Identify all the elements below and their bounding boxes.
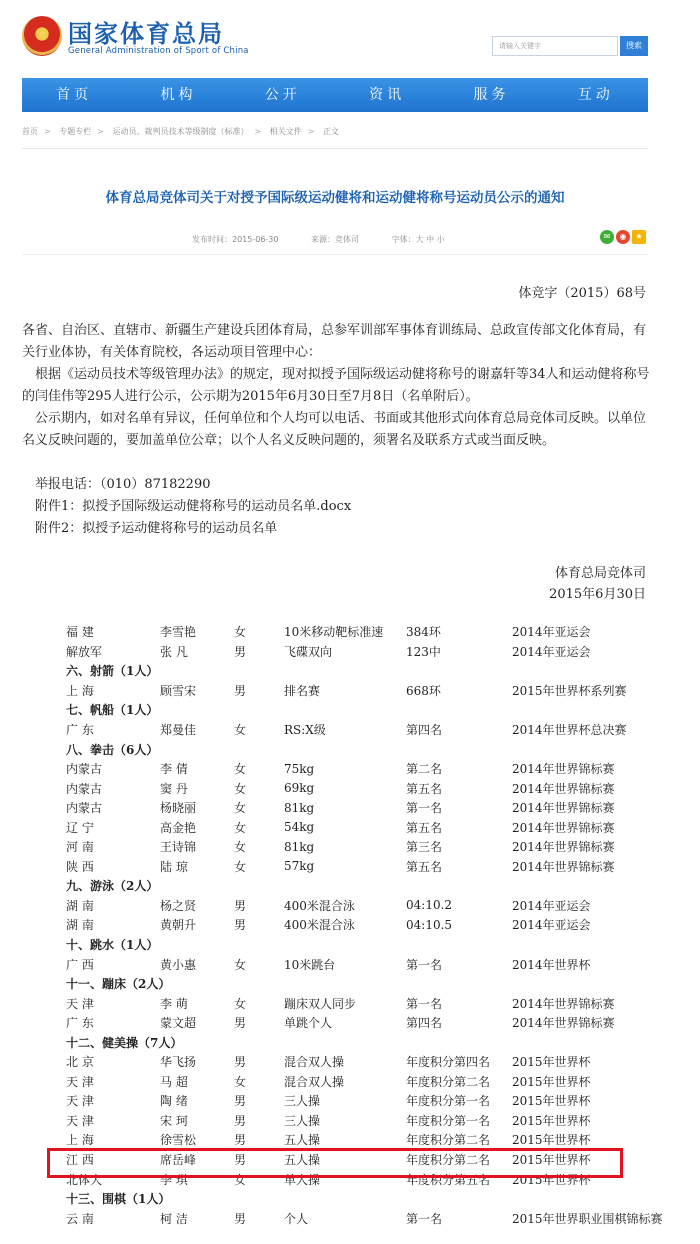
result-cell: 第一名 bbox=[406, 801, 443, 816]
divider bbox=[22, 254, 648, 255]
breadcrumb-standards[interactable]: 运动员、裁判员技术等级制度（标准） bbox=[112, 127, 249, 136]
event-cell: 排名赛 bbox=[284, 683, 321, 698]
table-row bbox=[66, 1013, 672, 1033]
athlete-name-cell: 张 凡 bbox=[160, 644, 188, 659]
unit-cell: 广 东 bbox=[66, 1016, 94, 1031]
competition-cell: 2015年世界职业围棋锦标赛 bbox=[512, 1211, 663, 1226]
athlete-roster-table bbox=[66, 622, 672, 1228]
event-cell: 单人操 bbox=[284, 1172, 321, 1187]
athlete-name-cell: 窦 丹 bbox=[160, 781, 188, 796]
font-size-switcher[interactable]: 字体：大 中 小 bbox=[391, 235, 445, 244]
event-cell: 混合双人操 bbox=[284, 1055, 345, 1070]
athlete-name-cell: 柯 洁 bbox=[160, 1211, 188, 1226]
competition-cell: 2015年世界杯 bbox=[512, 1133, 591, 1148]
table-section-header bbox=[66, 739, 672, 759]
competition-cell: 2015年世界杯 bbox=[512, 1113, 591, 1128]
athlete-name-cell: 陶 绪 bbox=[160, 1094, 188, 1109]
competition-cell: 2014年世界锦标赛 bbox=[512, 820, 615, 835]
result-cell: 第三名 bbox=[406, 840, 443, 855]
competition-cell: 2014年世界锦标赛 bbox=[512, 762, 615, 777]
table-row bbox=[66, 1091, 672, 1111]
table-section-header bbox=[66, 974, 672, 994]
table-row bbox=[66, 720, 672, 740]
unit-cell: 上 海 bbox=[66, 1133, 94, 1148]
divider bbox=[22, 148, 648, 149]
unit-cell: 北 京 bbox=[66, 1055, 94, 1070]
competition-cell: 2014年世界锦标赛 bbox=[512, 781, 615, 796]
gender-cell: 男 bbox=[234, 1113, 247, 1128]
event-cell: 三人操 bbox=[284, 1113, 321, 1128]
section-title: 八、拳击（6人） bbox=[66, 742, 159, 757]
table-row bbox=[66, 954, 672, 974]
gender-cell: 男 bbox=[234, 1016, 247, 1031]
gender-cell: 男 bbox=[234, 1055, 247, 1070]
breadcrumb: 首页 > 专题专栏 > 运动员、裁判员技术等级制度（标准） > 相关文件 > 正文 bbox=[22, 127, 339, 136]
gender-cell: 女 bbox=[234, 801, 247, 816]
competition-cell: 2015年世界杯 bbox=[512, 1153, 591, 1168]
breadcrumb-home[interactable]: 首页 bbox=[22, 127, 38, 136]
table-section-header bbox=[66, 700, 672, 720]
result-cell: 年度积分第二名 bbox=[406, 1153, 491, 1168]
section-title: 七、帆船（1人） bbox=[66, 703, 159, 718]
site-title[interactable]: 国家体育总局 bbox=[68, 19, 224, 48]
breadcrumb-related-docs[interactable]: 相关文件 bbox=[269, 127, 302, 136]
paragraph-basis: 根据《运动员技术等级管理办法》的规定，现对拟授予国际级运动健将称号的谢嘉轩等34人和运动健将称号的闫佳伟等295人进行公示，公示期为2015年6月30日至7月8日（名单附后）。 bbox=[22, 367, 650, 404]
unit-cell: 河 南 bbox=[66, 840, 94, 855]
result-cell: 123中 bbox=[406, 644, 441, 659]
table-row bbox=[66, 681, 672, 701]
competition-cell: 2015年世界杯 bbox=[512, 1074, 591, 1089]
event-cell: 81kg bbox=[284, 800, 315, 815]
unit-cell: 天 津 bbox=[66, 996, 94, 1011]
gender-cell: 男 bbox=[234, 1153, 247, 1168]
competition-cell: 2014年亚运会 bbox=[512, 644, 591, 659]
gender-cell: 男 bbox=[234, 918, 247, 933]
event-cell: 75kg bbox=[284, 761, 315, 776]
gender-cell: 女 bbox=[234, 859, 247, 874]
search-input[interactable]: 请输入关键字 bbox=[492, 36, 618, 56]
paragraph-addressees: 各省、自治区、直辖市、新疆生产建设兵团体育局，总参军训部军事体育训练局、总政宣传部文化体育局，有关行业体协，有关体育院校，各运动项目管理中心： bbox=[22, 323, 647, 360]
signature-date: 2015年6月30日 bbox=[549, 587, 646, 602]
athlete-name-cell: 郑曼佳 bbox=[160, 723, 197, 737]
event-cell: 57kg bbox=[284, 859, 315, 874]
search-button[interactable]: 搜索 bbox=[620, 36, 648, 56]
competition-cell: 2014年世界锦标赛 bbox=[512, 859, 615, 874]
result-cell: 年度积分第二名 bbox=[406, 1133, 491, 1148]
competition-cell: 2015年世界杯 bbox=[512, 1094, 591, 1109]
nav-home[interactable]: 首页 bbox=[56, 87, 93, 103]
gender-cell: 女 bbox=[234, 820, 247, 835]
athlete-name-cell: 徐雪松 bbox=[160, 1133, 197, 1148]
competition-cell: 2014年亚运会 bbox=[512, 625, 591, 640]
unit-cell: 内蒙古 bbox=[66, 781, 103, 796]
event-cell: 三人操 bbox=[284, 1094, 321, 1109]
event-cell: 54kg bbox=[284, 820, 315, 835]
attachment-1-link[interactable]: 附件1：拟授予国际级运动健将称号的运动员名单.docx bbox=[35, 499, 352, 514]
section-title: 十二、健美操（7人） bbox=[66, 1035, 183, 1050]
main-nav bbox=[22, 78, 648, 112]
table-row bbox=[66, 915, 672, 935]
table-row bbox=[66, 896, 672, 916]
athlete-name-cell: 李雪艳 bbox=[160, 625, 197, 640]
gender-cell: 女 bbox=[234, 1172, 247, 1187]
highlight-box bbox=[47, 1148, 623, 1178]
event-cell: 69kg bbox=[284, 781, 315, 796]
result-cell: 04:10.2 bbox=[406, 898, 453, 913]
athlete-name-cell: 李 琪 bbox=[160, 1172, 188, 1187]
document-number: 体竞字（2015）68号 bbox=[518, 286, 646, 301]
athlete-name-cell: 宋 珂 bbox=[160, 1113, 188, 1128]
weibo-icon[interactable]: ◉ bbox=[616, 230, 630, 244]
result-cell: 第一名 bbox=[406, 996, 443, 1011]
event-cell: 400米混合泳 bbox=[284, 898, 355, 913]
table-row bbox=[66, 622, 672, 642]
wechat-icon[interactable]: ✉ bbox=[600, 230, 614, 244]
nav-interaction[interactable]: 互动 bbox=[577, 87, 614, 103]
event-cell: 五人操 bbox=[284, 1133, 321, 1148]
event-cell: 五人操 bbox=[284, 1153, 321, 1168]
event-cell: 81kg bbox=[284, 839, 315, 854]
site-header bbox=[0, 0, 700, 78]
article-title: 体育总局竞体司关于对授予国际级运动健将和运动健将称号运动员公示的通知 bbox=[105, 190, 565, 206]
event-cell: 蹦床双人同步 bbox=[284, 996, 357, 1011]
section-title: 十三、围棋（1人） bbox=[66, 1192, 171, 1207]
result-cell: 年度积分第四名 bbox=[406, 1055, 491, 1070]
result-cell: 384环 bbox=[406, 625, 441, 640]
gender-cell: 男 bbox=[234, 644, 247, 659]
gender-cell: 女 bbox=[234, 781, 247, 796]
event-cell: 个人 bbox=[284, 1211, 309, 1226]
event-cell: 飞碟双向 bbox=[284, 644, 333, 659]
table-row bbox=[66, 642, 672, 662]
unit-cell: 江 西 bbox=[66, 1153, 94, 1168]
section-title: 六、射箭（1人） bbox=[66, 664, 159, 679]
site-subtitle: General Administration of Sport of China bbox=[68, 46, 249, 56]
gender-cell: 女 bbox=[234, 762, 247, 777]
unit-cell: 解放军 bbox=[66, 644, 103, 659]
table-row bbox=[66, 1111, 672, 1131]
competition-cell: 2015年世界杯 bbox=[512, 1172, 591, 1187]
nav-disclosure[interactable]: 公开 bbox=[264, 87, 301, 103]
nav-organization[interactable]: 机构 bbox=[160, 87, 197, 103]
section-title: 九、游泳（2人） bbox=[66, 879, 159, 894]
national-emblem-icon: ★ bbox=[22, 16, 62, 56]
athlete-name-cell: 李 萌 bbox=[160, 996, 188, 1011]
table-row bbox=[66, 759, 672, 779]
athlete-name-cell: 王诗锦 bbox=[160, 840, 197, 855]
unit-cell: 辽 宁 bbox=[66, 820, 94, 835]
athlete-name-cell: 杨晓丽 bbox=[160, 801, 197, 816]
result-cell: 第一名 bbox=[406, 957, 443, 972]
competition-cell: 2014年世界锦标赛 bbox=[512, 801, 615, 816]
event-cell: 10米跳台 bbox=[284, 957, 336, 972]
table-row bbox=[66, 857, 672, 877]
table-section-header bbox=[66, 935, 672, 955]
publish-time: 发布时间：2015-06-30 bbox=[192, 235, 279, 244]
table-row bbox=[66, 798, 672, 818]
table-row bbox=[66, 993, 672, 1013]
gender-cell: 女 bbox=[234, 1074, 247, 1089]
unit-cell: 内蒙古 bbox=[66, 801, 103, 816]
paragraph-objection: 公示期内，如对名单有异议，任何单位和个人均可以电话、书面或其他形式向体育总局竞体司反映。以单位名义反映问题的，要加盖单位公章；以个人名义反映问题的，须署名及联系方式或当面反映。 bbox=[22, 411, 647, 448]
section-title: 十、跳水（1人） bbox=[66, 938, 159, 953]
result-cell: 第四名 bbox=[406, 1016, 443, 1031]
competition-cell: 2014年亚运会 bbox=[512, 918, 591, 933]
section-title: 十一、蹦床（2人） bbox=[66, 977, 171, 992]
breadcrumb-topics[interactable]: 专题专栏 bbox=[59, 127, 92, 136]
nav-services[interactable]: 服务 bbox=[473, 87, 510, 103]
table-section-header bbox=[66, 876, 672, 896]
gender-cell: 女 bbox=[234, 723, 247, 737]
athlete-name-cell: 高金艳 bbox=[160, 820, 197, 835]
attachment-2: 附件2：拟授予运动健将称号的运动员名单 bbox=[35, 521, 278, 536]
result-cell: 年度积分第一名 bbox=[406, 1113, 491, 1128]
result-cell: 年度积分第二名 bbox=[406, 1074, 491, 1089]
athlete-name-cell: 陆 琼 bbox=[160, 859, 188, 874]
result-cell: 第四名 bbox=[406, 723, 443, 737]
unit-cell: 上 海 bbox=[66, 683, 94, 698]
unit-cell: 天 津 bbox=[66, 1113, 94, 1128]
report-phone: 举报电话：（010）87182290 bbox=[35, 477, 211, 492]
athlete-name-cell: 黄小惠 bbox=[160, 957, 197, 972]
unit-cell: 天 津 bbox=[66, 1094, 94, 1109]
favorite-icon[interactable]: ★ bbox=[632, 230, 646, 244]
table-row bbox=[66, 1130, 672, 1150]
gender-cell: 男 bbox=[234, 1133, 247, 1148]
competition-cell: 2014年世界锦标赛 bbox=[512, 1016, 615, 1031]
competition-cell: 2015年世界杯 bbox=[512, 1055, 591, 1070]
athlete-name-cell: 杨之贤 bbox=[160, 898, 197, 913]
competition-cell: 2015年世界杯系列赛 bbox=[512, 683, 627, 698]
gender-cell: 女 bbox=[234, 625, 247, 640]
result-cell: 668环 bbox=[406, 683, 441, 698]
nav-news[interactable]: 资讯 bbox=[369, 87, 406, 103]
table-row bbox=[66, 837, 672, 857]
signature-org: 体育总局竞体司 bbox=[554, 566, 646, 581]
unit-cell: 湖 南 bbox=[66, 898, 94, 913]
gender-cell: 女 bbox=[234, 840, 247, 855]
table-row bbox=[66, 778, 672, 798]
table-row bbox=[66, 1052, 672, 1072]
competition-cell: 2014年世界锦标赛 bbox=[512, 840, 615, 855]
table-row bbox=[66, 1208, 672, 1228]
athlete-name-cell: 李 倩 bbox=[160, 762, 188, 777]
article-meta bbox=[192, 234, 445, 245]
competition-cell: 2014年亚运会 bbox=[512, 898, 591, 913]
result-cell: 年度积分第五名 bbox=[406, 1172, 491, 1187]
competition-cell: 2014年世界杯总决赛 bbox=[512, 723, 627, 737]
result-cell: 04:10.5 bbox=[406, 917, 453, 932]
unit-cell: 天 津 bbox=[66, 1074, 94, 1089]
event-cell: 混合双人操 bbox=[284, 1074, 345, 1089]
unit-cell: 北体大 bbox=[66, 1172, 103, 1187]
event-cell: 单跳个人 bbox=[284, 1016, 333, 1031]
result-cell: 第五名 bbox=[406, 859, 443, 874]
unit-cell: 福 建 bbox=[66, 625, 94, 640]
athlete-name-cell: 黄朝升 bbox=[160, 918, 197, 933]
unit-cell: 云 南 bbox=[66, 1211, 94, 1226]
athlete-name-cell: 蒙文超 bbox=[160, 1016, 197, 1031]
result-cell: 年度积分第一名 bbox=[406, 1094, 491, 1109]
table-section-header bbox=[66, 661, 672, 681]
unit-cell: 广 东 bbox=[66, 723, 94, 737]
gender-cell: 男 bbox=[234, 1094, 247, 1109]
result-cell: 第五名 bbox=[406, 781, 443, 796]
unit-cell: 内蒙古 bbox=[66, 762, 103, 777]
gender-cell: 男 bbox=[234, 898, 247, 913]
article-source: 来源：竞体司 bbox=[311, 235, 360, 244]
event-cell: 400米混合泳 bbox=[284, 918, 355, 933]
gender-cell: 女 bbox=[234, 957, 247, 972]
competition-cell: 2014年世界杯 bbox=[512, 957, 591, 972]
competition-cell: 2014年世界锦标赛 bbox=[512, 996, 615, 1011]
event-cell: 10米移动靶标准速 bbox=[284, 625, 384, 640]
table-section-header bbox=[66, 1189, 672, 1209]
unit-cell: 湖 南 bbox=[66, 918, 94, 933]
athlete-name-cell: 马 超 bbox=[160, 1074, 188, 1089]
result-cell: 第一名 bbox=[406, 1211, 443, 1226]
gender-cell: 女 bbox=[234, 996, 247, 1011]
athlete-name-cell: 席岳峰 bbox=[160, 1153, 197, 1168]
result-cell: 第二名 bbox=[406, 762, 443, 777]
athlete-name-cell: 顾雪宋 bbox=[160, 683, 197, 698]
unit-cell: 广 西 bbox=[66, 957, 94, 972]
table-section-header bbox=[66, 1032, 672, 1052]
table-row bbox=[66, 817, 672, 837]
unit-cell: 陕 西 bbox=[66, 859, 94, 874]
breadcrumb-current: 正文 bbox=[323, 127, 339, 136]
event-cell: RS:X级 bbox=[284, 723, 326, 737]
athlete-name-cell: 华飞扬 bbox=[160, 1055, 197, 1070]
gender-cell: 男 bbox=[234, 1211, 247, 1226]
table-row bbox=[66, 1072, 672, 1092]
gender-cell: 男 bbox=[234, 683, 247, 698]
result-cell: 第五名 bbox=[406, 820, 443, 835]
